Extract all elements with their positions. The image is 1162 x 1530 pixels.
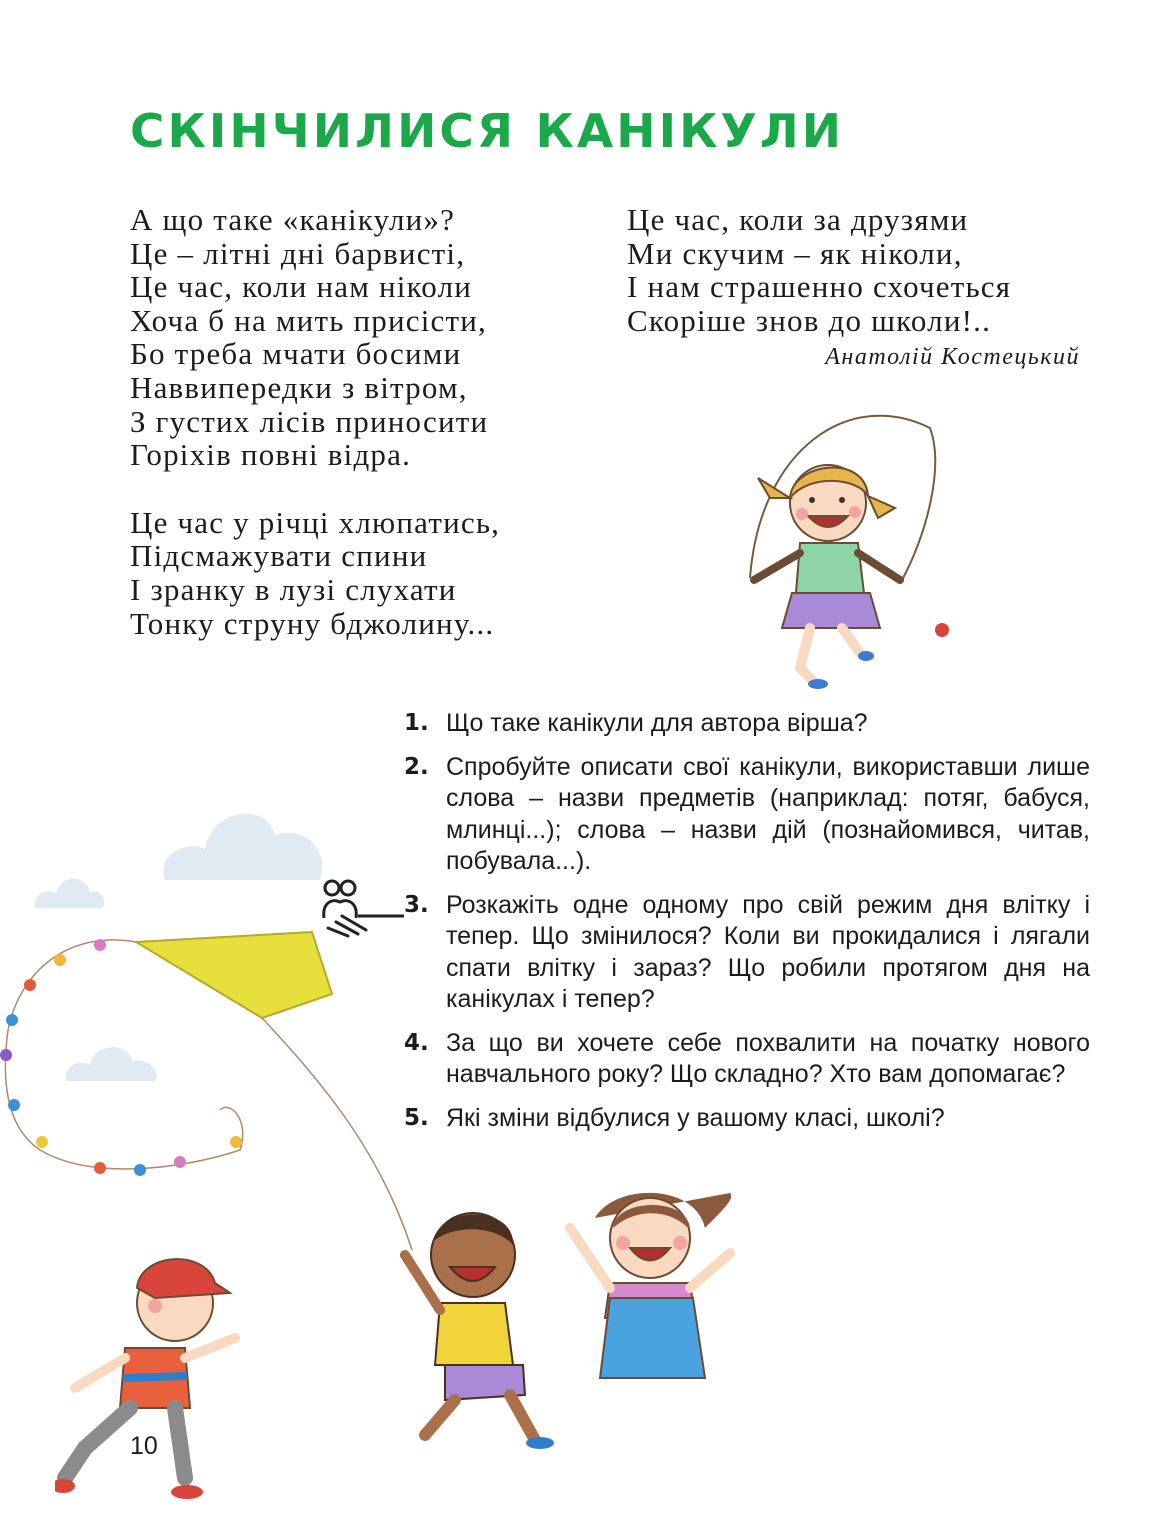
poem-line: Наввипередки з вітром,: [130, 369, 468, 405]
poem-line: І зранку в лузі слухати: [130, 571, 457, 607]
poem-line: Хоча б на мить присісти,: [130, 302, 487, 338]
question-text: Розкажіть одне одному про свій режим дня влітку і тепер. Що змінилося? Коли ви прокидалися і лягали спати влітку і зараз? Що робили протягом дня на канікулах і тепер?: [446, 890, 1090, 1013]
poem-line: Ми скучим – як ніколи,: [627, 235, 963, 271]
question-number: 1.: [404, 710, 429, 736]
question-number: 5.: [404, 1104, 429, 1131]
question-text: Спробуйте описати свої канікули, використавши лише слова – назви предметів (наприклад: потяг, бабуся, млинці...); слова – назви дій (познайомився, читав, побувала...).: [446, 752, 1090, 875]
girl-jump-rope-illustration: [730, 408, 960, 693]
question-item: [404, 708, 1090, 740]
question-text: Які зміни відбулися у вашому класі, школі?: [446, 1103, 945, 1132]
page-title: СКІНЧИЛИСЯ КАНІКУЛИ: [130, 104, 845, 158]
cloud-illustration: [32, 868, 107, 913]
poem-line: Це – літні дні барвисті,: [130, 235, 466, 271]
question-item: [404, 1028, 1090, 1091]
poem-author: Анатолій Костецький: [825, 344, 1080, 370]
question-item: [404, 752, 1090, 878]
boy-with-kite-illustration: [395, 1195, 565, 1450]
poem-line: З густих лісів приносити: [130, 403, 489, 439]
poem-stanza-1: [130, 203, 500, 472]
kite-illustration: [0, 930, 430, 1260]
question-number: 4.: [404, 1029, 429, 1056]
question-item: [404, 1103, 1090, 1135]
girl-in-overalls-illustration: [555, 1188, 745, 1388]
poem-right-column: [627, 203, 1011, 337]
poem-line: А що таке «канікули»?: [130, 202, 456, 237]
poem-line: Скоріше знов до школи!..: [627, 302, 992, 338]
question-number: 3.: [404, 891, 429, 918]
poem-line: Бо треба мчати босими: [130, 336, 462, 372]
question-item: [404, 890, 1090, 1016]
cloud-illustration: [155, 790, 335, 890]
poem-line: І нам страшенно схочеться: [627, 269, 1012, 305]
question-text: Що таке канікули для автора вірша?: [446, 709, 868, 737]
poem-line: Підсмажувати спини: [130, 538, 428, 574]
poem-stanza-2: [130, 506, 500, 640]
poem-line: Тонку струну бджолину...: [130, 605, 495, 641]
poem-line: Це час у річці хлюпатись,: [130, 504, 501, 540]
poem-line: Це час, коли за друзями: [627, 202, 969, 237]
questions-list: [404, 708, 1090, 1146]
question-number: 2.: [404, 753, 429, 780]
question-text: За що ви хочете себе похвалити на початку нового навчального року? Що складно? Хто вам допомагає?: [446, 1028, 1090, 1088]
page-number: 10: [130, 1432, 158, 1460]
boy-with-cap-illustration: [55, 1248, 255, 1508]
poem-line: Горіхів повні відра.: [130, 437, 412, 473]
poem-left-column: [130, 203, 500, 640]
poem-line: Це час, коли нам ніколи: [130, 269, 473, 305]
